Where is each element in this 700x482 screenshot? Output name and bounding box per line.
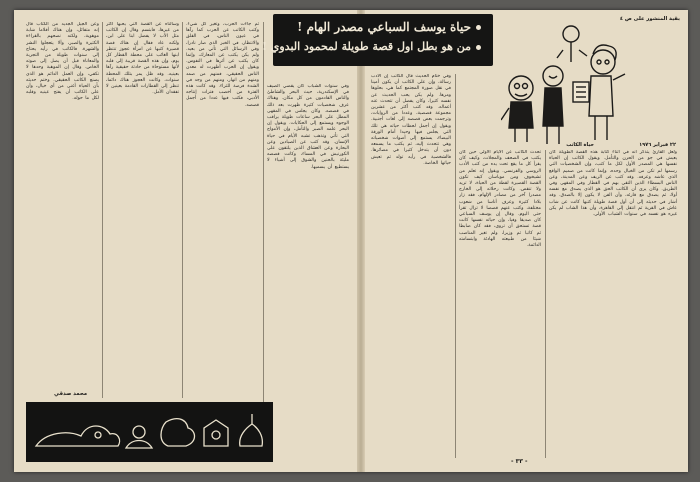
headline-line-2: من هو بطل اول قصة طويلة لمحمود البدوي !	[262, 40, 471, 53]
left-page-column-2: وسألناه عن القصة التي يحبها أكثر من غيرها، فابتسم وقال إن الكاتب مثل الأب لا يفضل ابنا على ابن، ولكنه عاد فقال إن هناك قصة قصيرة كتبها عن امرأة عجوز تنتظر ابنها الغائب على محطة القطار كل يوم، وإن هذه القصة قريبة إلى قلبه لأنها مستوحاة من حادثة حقيقية رآها بعينيه. وقد ظل يمر بتلك المحطة سنوات، وكانت العجوز هناك دائما، تنظر إلى القطارات القادمة بعينين لا تفقدان الأمل.	[106, 22, 179, 96]
section-subhead: ٢٢ فبراير ١٩٧٦	[639, 142, 676, 148]
column-divider	[102, 22, 103, 398]
column-divider	[455, 74, 456, 458]
column-divider	[263, 22, 264, 462]
section-subhead: حياة الكاتب	[566, 142, 594, 148]
continued-label: بقية المنشور على ص ٤	[619, 16, 680, 22]
column-divider	[545, 150, 546, 458]
author-signature: محمد صدقي	[54, 391, 88, 397]
page-gutter	[357, 10, 365, 472]
bullet-icon	[476, 45, 481, 50]
left-page	[14, 10, 357, 472]
caricature-illustration-icon	[501, 16, 629, 148]
right-page-column-3: ولعل القارئ يتذكر أنه في أثناء كتابة هذه القصة الطويلة كان يعيش في جو من الحزن والتأمل. ويقول الكاتب إن الحياة نفسها هي المصدر الأول لكل ما كتب، وإن الشخصيات التي رسمها لم تكن من الخيال وحده، وإنما كانت من صميم الواقع الذي عاشه وعرفه. وقد كتب عن الريف وعن المدينة، وعن الناس البسطاء الذين التقى بهم في القطار وفي المقهى وفي الطريق. وكان يرى أن الكاتب الحق هو الذي يصدق مع نفسه أولا، ثم يصدق مع قارئه، وأن الفن لا يكون إلا بالصدق. وقد أشار في حديثه إلى أن أول قصة طويلة كتبها كانت عن شاب عاش في القرية ثم انتقل إلى القاهرة، وأن هذا الشاب لم يكن غيره هو نفسه في سنوات الشباب الأولى.	[549, 150, 677, 218]
headline-line-1: حياة يوسف السباعي مصدر الهام !	[297, 20, 471, 34]
left-page-column-1: وعن الجيل الجديد من الكتاب قال إنه متفائل، وإن هناك أقلاما شابة موهوبة، ولكنه نصحهم بالقراءة الكثيرة والصبر، وألا يتعجلوا النشر والشهرة. فالكاتب في رأيه يحتاج إلى سنوات طويلة من التجربة والمعاناة قبل أن يصل إلى صوته الخاص. وقال إن الموهبة وحدها لا تكفي، وإن العمل الدائم هو الذي يصنع الكاتب الحقيقي. وختم حديثه بأن الحياة أغنى من أي خيال، وأن على الكاتب أن يفتح عينيه وقلبه لكل ما حوله.	[26, 22, 99, 102]
left-page-column-4: وفي سنوات الشباب كان يقضي الصيف في الإسكندرية، حيث البحر والشاطئ والناس القادمون من كل مكان. وهناك عرف شخصيات كثيرة ظهرت بعد ذلك في قصصه. وكان يجلس في المقهى المطل على البحر ساعات طويلة يراقب الوجوه ويستمع إلى الحكايات. ويقول إن البحر علمه الصبر والتأمل، وإن الأمواج التي تأتي وتذهب تشبه الأيام في حياة الإنسان. وقد كتب عن الصيادين وعن البحارة وعن العشاق الذين يلتقون على الكورنيش في المساء، وكانت قصصه مليئة بالحنين والشوق إلى أشياء لا يستطيع أن يسميها.	[267, 84, 349, 170]
right-page-column-1: وفي ختام الحديث قال الكاتب إن الأدب رسالة، وإن على الكاتب أن يكون أمينا في نقل صورة المجتمع كما هي، بحلوها ومرها. ولم يكن يحب الحديث عن نفسه كثيرا، وكان يفضل أن تتحدث عنه أعماله. وقد كتب أكثر من عشرين مجموعة قصصية، وعددا من الروايات، وترجمت بعض قصصه إلى لغات أجنبية. ويقول إن أجمل لحظات حياته هي تلك التي يجلس فيها وحيدا أمام الورقة البيضاء، يستمع إلى أصوات شخصياته وهي تتحدث إليه، ثم يكتب ما يسمعه دون أن يتدخل كثيرا في مصائرها. فالشخصية في رأيه تولد ثم تعيش حياتها الخاصة.	[371, 74, 451, 166]
right-page-column-2: تحدث الكاتب عن الأيام الأولى حين كان يكتب في الصحف والمجلات، وكيف كان يقرأ كل ما يقع تحت يده من كتب الأدب الروسي والفرنسي. ويقول إنه تعلم من تشيخوف ومن موباسان كيف تكون القصة القصيرة لقطة من الحياة، لا تزيد ولا تنقص. وكانت رحلاته إلى الخارج مصدرا آخر من مصادر الإلهام، فقد زار بلادا كثيرة وعرف أناسا من شعوب مختلفة، وكتب عنهم قصصا لا تزال تقرأ حتى اليوم. وقال إن يوسف السباعي كان صديقا وفيا، وإن حياته نفسها كانت قصة تستحق أن تروى، فقد كان ضابطا ثم كاتبا ثم وزيرا، ولم تغير المناصب شيئا من طبيعته الهادئة وابتسامته الدائمة.	[459, 150, 541, 249]
left-page-column-3: ثم جاءت الحرب، وتغير كل شيء. وكتب الكاتب عن الحرب كما رآها في عيون الناس، في القلق والانتظار، في الخبز الذي صار نادرا، وفي الرسائل التي تأتي من بعيد. ولم يكن يكتب عن المعارك، وإنما كان يكتب عن أثرها في النفوس. ويقول إن الحرب أظهرت له معدن الناس الحقيقي، فمنهم من صمد ومنهم من انهار، ومنهم من وجد في الشدة فرصة للثراء. وقد كانت هذه الفترة من أخصب فترات إنتاجه الأدبي، فكتب فيها عددا من أجمل قصصه.	[186, 22, 259, 108]
headline-banner	[262, 14, 493, 66]
magazine-spread	[14, 10, 688, 472]
column-divider	[182, 22, 183, 398]
bullet-icon	[476, 25, 481, 30]
decorative-illustration-strip	[26, 402, 273, 462]
page-number: - ٣٣ -	[511, 458, 528, 465]
line-drawing-icon	[26, 402, 273, 462]
